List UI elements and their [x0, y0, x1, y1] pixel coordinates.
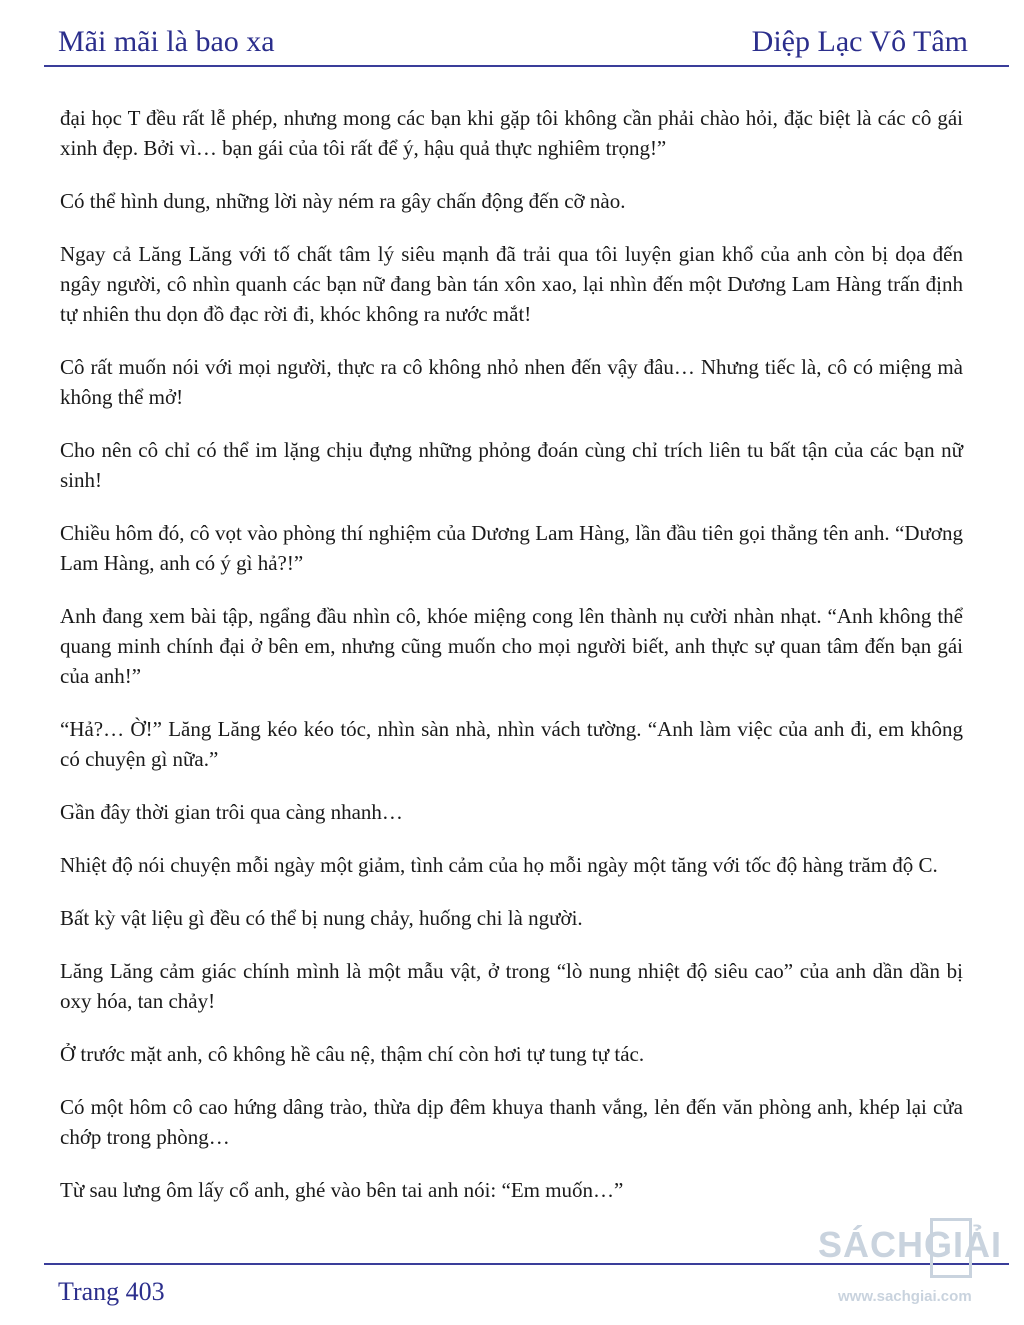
paragraph: Chiều hôm đó, cô vọt vào phòng thí nghiệm của Dương Lam Hàng, lần đầu tiên gọi thẳng tên anh. “Dương Lam Hàng, anh có ý gì hả?!”: [60, 521, 963, 575]
paragraph: Cô rất muốn nói với mọi người, thực ra cô không nhỏ nhen đến vậy đâu… Nhưng tiếc là, cô có miệng mà không thể mở!: [60, 355, 963, 409]
paragraph: “Hả?… Ờ!” Lăng Lăng kéo kéo tóc, nhìn sàn nhà, nhìn vách tường. “Anh làm việc của anh đi, em không có chuyện gì nữa.”: [60, 717, 963, 771]
paragraph: Có một hôm cô cao hứng dâng trào, thừa dịp đêm khuya thanh vắng, lẻn đến văn phòng anh, khép lại cửa chớp trong phòng…: [60, 1095, 963, 1149]
paragraph: Có thể hình dung, những lời này ném ra gây chấn động đến cỡ nào.: [60, 189, 626, 213]
paragraph: Ngay cả Lăng Lăng với tố chất tâm lý siêu mạnh đã trải qua tôi luyện gian khổ của anh còn bị dọa đến ngây người, cô nhìn quanh các bạn nữ đang bàn tán xôn xao, lại nhìn đến một Dương Lam Hàng trấn định tự nhiên thu dọn đồ đạc rời đi, khóc không ra nước mắt!: [60, 242, 963, 326]
paragraph: Từ sau lưng ôm lấy cổ anh, ghé vào bên tai anh nói: “Em muốn…”: [60, 1178, 624, 1202]
watermark-url: www.sachgiai.com: [838, 1288, 972, 1305]
watermark-logo-text: SÁCHGIẢI: [818, 1224, 1003, 1265]
paragraph: Anh đang xem bài tập, ngẩng đầu nhìn cô, khóe miệng cong lên thành nụ cười nhàn nhạt. “Anh không thể quang minh chính đại ở bên em, nhưng cũng muốn cho mọi người biết, anh thực sự quan tâm đến bạn gái của anh!”: [60, 604, 963, 688]
book-title: Mãi mãi là bao xa: [58, 25, 275, 58]
paragraph: Cho nên cô chỉ có thể im lặng chịu đựng những phỏng đoán cùng chỉ trích liên tu bất tận của các bạn nữ sinh!: [60, 438, 963, 492]
paragraph: Nhiệt độ nói chuyện mỗi ngày một giảm, tình cảm của họ mỗi ngày một tăng với tốc độ hàng trăm độ C.: [60, 853, 938, 877]
watermark-logo: [818, 1218, 1018, 1318]
paragraph: Ở trước mặt anh, cô không hề câu nệ, thậm chí còn hơi tự tung tự tác.: [60, 1042, 645, 1066]
page-number: Trang 403: [58, 1277, 165, 1306]
page-body: [60, 103, 963, 1228]
paragraph: đại học T đều rất lễ phép, nhưng mong các bạn khi gặp tôi không cần phải chào hỏi, đặc biệt là các cô gái xinh đẹp. Bởi vì… bạn gái của tôi rất để ý, hậu quả thực nghiêm trọng!”: [60, 106, 963, 160]
header-divider: [44, 65, 1009, 67]
paragraph: Lăng Lăng cảm giác chính mình là một mẫu vật, ở trong “lò nung nhiệt độ siêu cao” của anh dần dần bị oxy hóa, tan chảy!: [60, 959, 963, 1013]
author-name: Diệp Lạc Vô Tâm: [751, 25, 968, 58]
page-header: [58, 22, 968, 62]
paragraph: Gần đây thời gian trôi qua càng nhanh…: [60, 800, 403, 824]
paragraph: Bất kỳ vật liệu gì đều có thể bị nung chảy, huống chi là người.: [60, 906, 583, 930]
